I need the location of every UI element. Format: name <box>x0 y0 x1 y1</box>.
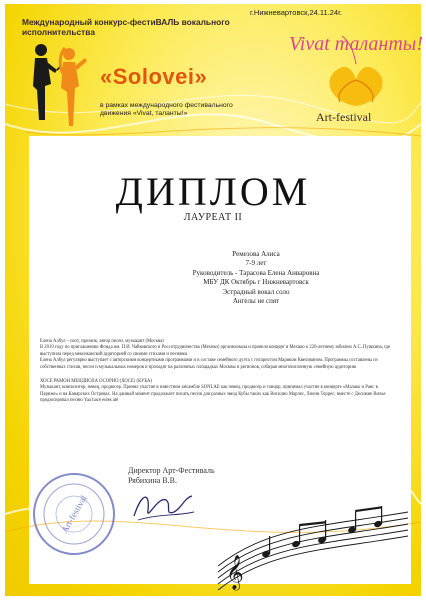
movement-text: в рамках международного фестивального движения «Vivat, таланты!» <box>100 102 233 117</box>
jury-bio-line: Музыкант, композитор, певец, продюсер. Принял участие в известном ансамбле SONLAE как певец, продюсер и танцор, принимал участие в концерте «Малако и Ранс в Париже» и на Канарских Островах. На данный момент продолжает писать песни для разных звезд Кубы таких как Висилио Марлес, Лиони Торрес, вместе с Десимие Вилье продюсировал песню Yaa hace eoles até <box>40 385 386 404</box>
recipient-age: 7-9 лет <box>245 259 267 268</box>
stamp-text: Art-festival <box>59 493 89 535</box>
logo-script: Vivat таланты! <box>289 33 423 55</box>
laureate-degree: ЛАУРЕАТ II <box>183 212 243 223</box>
recipient-category: Эстрадный вокал соло <box>222 287 290 296</box>
festival-stamp-icon <box>30 470 118 558</box>
recipient-teacher: Руководитель - Тарасова Елена Анваровна <box>192 268 320 277</box>
director-signature-block <box>128 466 215 486</box>
jury-bio-line: Елена Албул – поэт, прозаик, автор песен, музыкант (Москва) <box>40 339 164 344</box>
diploma-title: ДИПЛОМ <box>115 169 311 214</box>
music-notes-icon <box>218 506 408 590</box>
jury-bio-line: ХОСЕ РАМОН МЕНДИОЛА ОСОРИО (ХОСЕ) (КУБА) <box>40 379 153 385</box>
jury-bios <box>40 339 392 405</box>
recipient-block <box>160 250 352 306</box>
director-name: Рябихина В.В. <box>128 476 177 485</box>
issue-date: г.Нижневартовск,24.11.24г. <box>250 8 342 17</box>
jury-bio-line: Елена Албул регулярно выступает с авторскими концертными программами и в составе семейного дуэта с гитаристом Мариком Квеликяном. Программы составлены из собственных стихов, песен и музыкальных номеров и проходят на различных площадках Москвы и регионов, собирая многочисленную семейную аудиторию <box>40 358 378 370</box>
vivat-logo-icon <box>289 24 423 110</box>
contest-name: «Solovei» <box>100 64 208 89</box>
jury-bio-line: В 2019 году по приглашению Фонда им. П.И. Чайковского и Россотрудничества (Мехико) организовала и провела концерт в Мехико к 220-летнему юбилею А.С. Пушкина, где выступила перед мексиканской аудиторией со своими стихами и песнями. <box>40 345 391 357</box>
contest-title: Международный конкурс-фестиВАЛЬ вокального исполнительства <box>22 17 230 37</box>
recipient-name: Ремезова Алиса <box>232 250 280 258</box>
director-title: Директор Арт-Фестиваль <box>128 466 215 475</box>
recipient-song: Ангелы не спят <box>232 297 280 306</box>
recipient-organization: МБУ ДК Октябрь г Нижневартовск <box>203 278 309 287</box>
handwritten-signature-icon <box>128 486 198 526</box>
art-festival-brand: Art-festival <box>316 110 372 124</box>
singers-silhouette-icon <box>15 40 97 132</box>
svg-text:𝄞: 𝄞 <box>226 555 244 590</box>
